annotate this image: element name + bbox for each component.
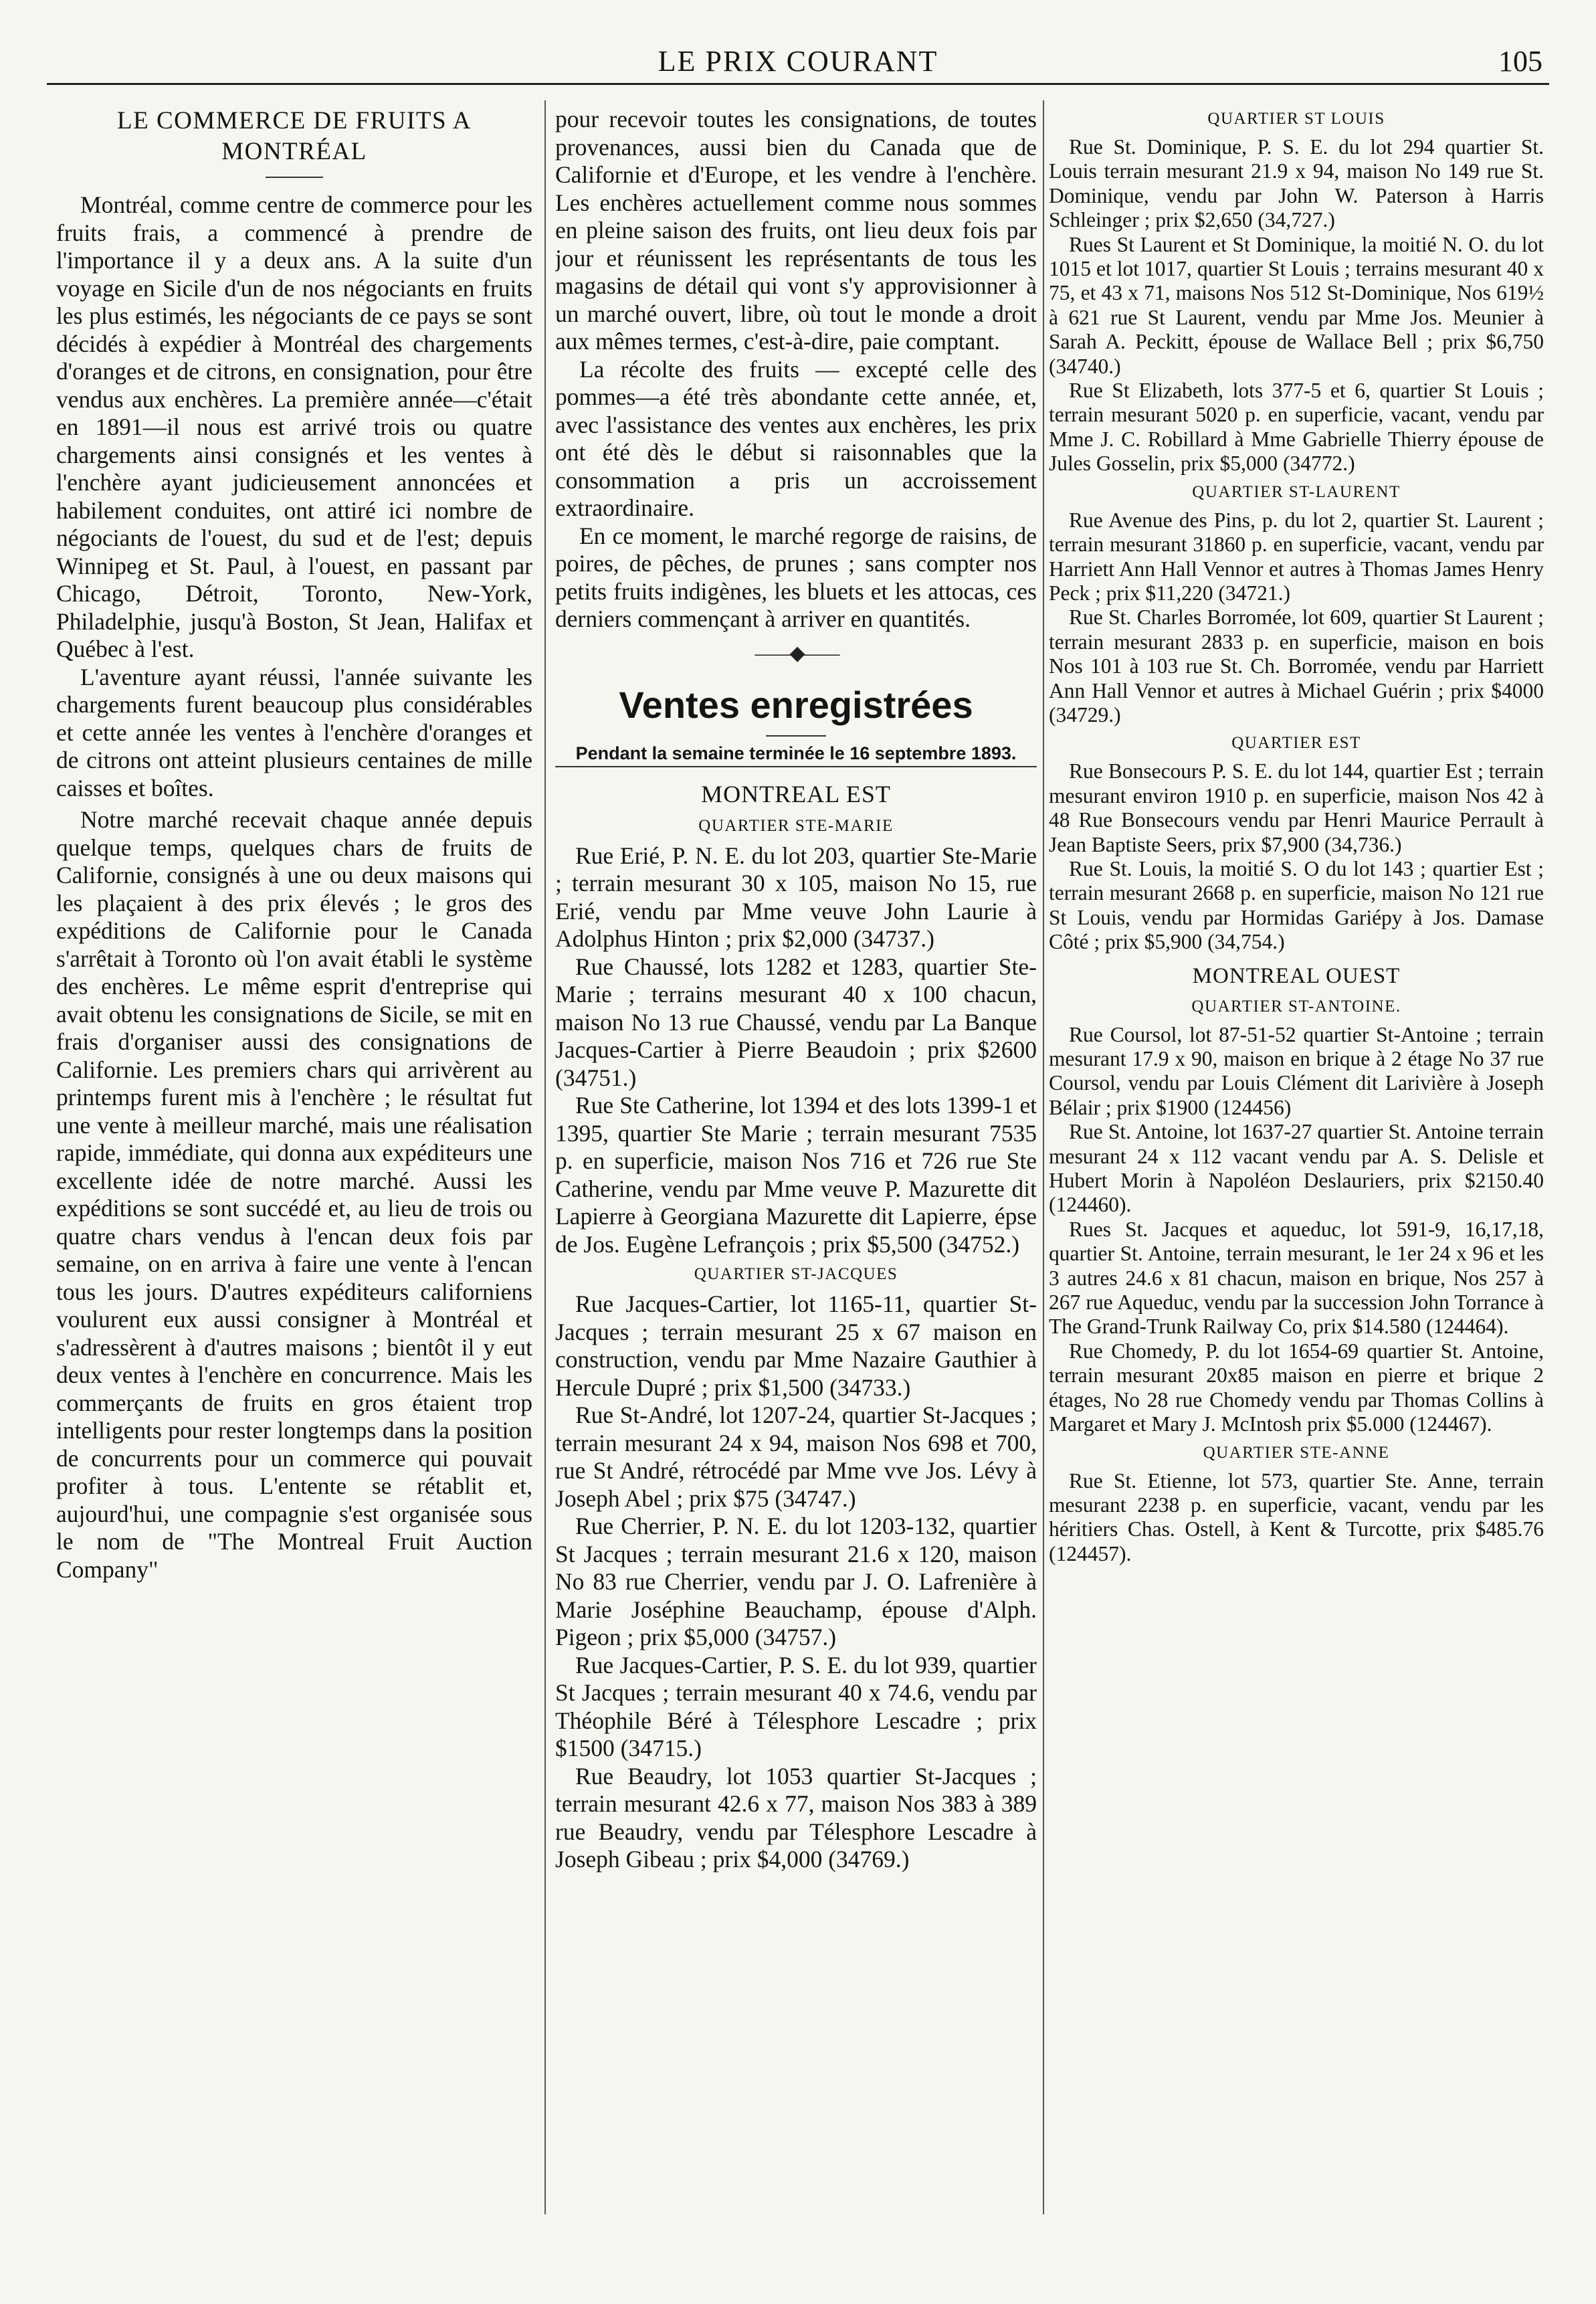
quartier-heading: QUARTIER EST [1231, 734, 1361, 753]
quartier-heading: QUARTIER ST-ANTOINE. [1191, 997, 1401, 1016]
quartier-heading: QUARTIER STE-MARIE [698, 816, 894, 835]
column-3 [1049, 106, 1544, 2213]
sale-entry: Rue Avenue des Pins, p. du lot 2, quartier St. Laurent ; terrain mesurant 31860 p. en superficie, vacant, vendu par Harriett Ann Hall Vennor et autres à Thomas James Henry Peck ; prix $11,220 (34721.) [1049, 508, 1544, 605]
ventes-subtitle: Pendant la semaine terminée le 16 septembre 1893. [555, 743, 1037, 767]
article-title: LE COMMERCE DE FRUITS A MONTRÉAL [117, 107, 472, 165]
sale-entry: Rue Chomedy, P. du lot 1654-69 quartier St. Antoine, terrain mesurant 20x85 maison en pierre et brique 2 étages, No 28 rue Chomedy vendu par Thomas Collins à Margaret et Mary J. McIntosh prix $5.000 (124467). [1049, 1339, 1544, 1436]
ornament-divider: ——◆—— [755, 642, 837, 664]
quartier-heading: QUARTIER ST LOUIS [1207, 110, 1385, 128]
sale-entry: Rue Erié, P. N. E. du lot 203, quartier Ste-Marie ; terrain mesurant 30 x 105, maison No 15, rue Erié, vendu par Mme veuve John Laurie à Adolphus Hinton ; prix $2,000 (34737.) [555, 842, 1037, 952]
article-paragraph: Notre marché recevait chaque année depuis quelque temps, quelques chars de fruits de Californie, consignés à une ou deux maisons qui les plaçaient à des prix élevés ; le gros des expéditions de Californie pour le Canada s'arrêtait à Toronto où l'on avait établi le système des enchères. Le même esprit d'entreprise qui avait obtenu les consignations de Sicile, se mit en frais d'organiser aussi des consignations de Californie. Les premiers chars qui arrivèrent au printemps furent mis à l'enchère ; le résultat fut une vente à meilleur marché, mais une réalisation rapide, immédiate, qui donna aux expéditeurs une excellente idée de notre marché. Aussi les expéditions se sont succédé et, au lieu de trois ou quatre chars vendus à l'encan deux fois par semaine, on en arriva à faire une vente à l'encan tous les jours. D'autres expéditeurs californiens voulurent eux aussi consigner à Montréal et s'adressèrent à d'autres maisons ; bientôt il y eut deux ventes à l'enchère en concurrence. Mais les commerçants de fruits en gros étaient trop intelligents pour rester longtemps dans la position de concurrents pour un commerce qui pouvait profiter à tous. L'entente se rétablit et, aujourd'hui, une compagnie s'est organisée sous le nom de "The Montreal Fruit Auction Company" [56, 806, 532, 1583]
sale-entry: Rue Jacques-Cartier, P. S. E. du lot 939, quartier St Jacques ; terrain mesurant 40 x 74.6, vendu par Théophile Béré à Télesphore Lescadre ; prix $1500 (34715.) [555, 1651, 1037, 1761]
sale-entry: Rue Cherrier, P. N. E. du lot 1203-132, quartier St Jacques ; terrain mesurant 21.6 x 120, maison No 83 rue Cherrier, vendu par J. O. Lafrenière à Marie Joséphine Beauchamp, épouse d'Alph. Pigeon ; prix $5,000 (34757.) [555, 1513, 1037, 1650]
sale-entry: Rue Chaussé, lots 1282 et 1283, quartier Ste-Marie ; terrains mesurant 40 x 100 chacun, maison No 13 rue Chaussé, vendu par La Banque Jacques-Cartier à Pierre Beaudoin ; prix $2600 (34751.) [555, 953, 1037, 1091]
sale-entry: Rue St Elizabeth, lots 377-5 et 6, quartier St Louis ; terrain mesurant 5020 p. en superficie, vacant, vendu par Mme J. C. Robillard à Mme Gabrielle Thierry épouse de Jules Gosselin, prix $5,000 (34772.) [1049, 379, 1544, 476]
sale-entry: Rue Jacques-Cartier, lot 1165-11, quartier St-Jacques ; terrain mesurant 25 x 67 maison en construction, vendu par Mme Nazaire Gauthier à Hercule Dupré ; prix $1,500 (34733.) [555, 1290, 1037, 1401]
quartier-heading: QUARTIER STE-ANNE [1203, 1443, 1390, 1462]
sale-entry: Rues St Laurent et St Dominique, la moitié N. O. du lot 1015 et lot 1017, quartier St Louis ; terrains mesurant 40 x 75, et 43 x 71, maisons Nos 512 St-Dominique, Nos 619½ à 621 rue St Laurent, vendu par Mme Jos. Meunier à Sarah A. Peckitt, épouse de Wallace Bell ; prix $6,750 (34740.) [1049, 232, 1544, 378]
article-paragraph: pour recevoir toutes les consignations, de toutes provenances, aussi bien du Canada que de Californie et d'Europe, et les vendre à l'enchère. Les enchères actuellement comme nous sommes en pleine saison des fruits, ont lieu deux fois par jour et réunissent les représentants de tous les magasins de détail qui vont s'y approvisionner à un marché ouvert, libre, où tout le monde a droit aux mêmes termes, c'est-à-dire, paie comptant. [555, 106, 1037, 355]
heading-divider [766, 735, 826, 737]
sale-entry: Rue St. Antoine, lot 1637-27 quartier St. Antoine terrain mesurant 24 x 112 vacant vendu par A. S. Delisle et Hubert Morin à Napoléon Deslauriers, prix $2150.40 (124460). [1049, 1120, 1544, 1217]
ventes-heading: Ventes enregistrées [619, 683, 973, 726]
sale-entry: Rues St. Jacques et aqueduc, lot 591-9, 16,17,18, quartier St. Antoine, terrain mesurant, le 1er 24 x 96 et les 3 autres 24.6 x 81 chacun, maison en brique, Nos 257 à 267 rue Aqueduc, vendu par la succession John Torrance à The Grand-Trunk Railway Co, prix $14.580 (124464). [1049, 1217, 1544, 1339]
column-1 [56, 106, 532, 2213]
sale-entry: Rue St-André, lot 1207-24, quartier St-Jacques ; terrain mesurant 24 x 94, maison Nos 698 et 700, rue St André, rétrocédé par Mme vve Jos. Lévy à Joseph Abel ; prix $75 (34747.) [555, 1402, 1037, 1512]
sale-entry: Rue St. Louis, la moitié S. O du lot 143 ; quartier Est ; terrain mesurant 2668 p. en superficie, maison No 121 rue St Louis, vendu par Hormidas Gariépy à Jos. Damase Côté ; prix $5,900 (34,754.) [1049, 856, 1544, 954]
page-number: 105 [1498, 45, 1542, 78]
sale-entry: Rue St. Dominique, P. S. E. du lot 294 quartier St. Louis terrain mesurant 21.9 x 94, maison No 149 rue St. Dominique, vendu par John W. Paterson à Harris Schleinger ; prix $2,650 (34,727.) [1049, 135, 1544, 232]
sale-entry: Rue St. Etienne, lot 573, quartier Ste. Anne, terrain mesurant 2238 p. en superficie, vacant, vendu par les héritiers Chas. Ostell, à Kent & Turcotte, prix $485.76 (124457). [1049, 1468, 1544, 1565]
district-heading: MONTREAL EST [701, 780, 891, 807]
sale-entry: Rue Beaudry, lot 1053 quartier St-Jacques ; terrain mesurant 42.6 x 77, maison Nos 383 à 389 rue Beaudry, vendu par Télesphore Lescadre à Joseph Gibeau ; prix $4,000 (34769.) [555, 1762, 1037, 1873]
sale-entry: Rue Ste Catherine, lot 1394 et des lots 1399-1 et 1395, quartier Ste Marie ; terrain mesurant 7535 p. en superficie, maison Nos 716 et 726 rue Ste Catherine, vendu par Mme veuve P. Mazurette dit Lapierre à Georgiana Mazurette dit Lapierre, épse de Jos. Eugène Lefrançois ; prix $5,500 (34752.) [555, 1092, 1037, 1258]
column-rule [1043, 100, 1044, 2214]
district-heading: MONTREAL OUEST [1192, 963, 1401, 988]
page-header [47, 39, 1549, 85]
sale-entry: Rue Bonsecours P. S. E. du lot 144, quartier Est ; terrain mesurant environ 1910 p. en superficie, maison Nos 42 à 48 Rue Bonsecours vendu par Henri Maurice Perrault à Jean Baptiste Seers, prix $7,900 (34,736.) [1049, 759, 1544, 856]
article-paragraph: La récolte des fruits — excepté celle des pommes—a été très abondante cette année, et, avec l'assistance des ventes aux enchères, les prix ont été dès le début si raisonnables que la consommation a pris un accroissement extraordinaire. [555, 355, 1037, 521]
sale-entry: Rue Coursol, lot 87-51-52 quartier St-Antoine ; terrain mesurant 17.9 x 90, maison en brique à 2 étage No 37 rue Coursol, vendu par Louis Clément dit Larivière à Joseph Bélair ; prix $1900 (124456) [1049, 1022, 1544, 1119]
quartier-heading: QUARTIER ST-LAURENT [1192, 482, 1401, 501]
column-2 [555, 106, 1037, 2213]
article-paragraph: En ce moment, le marché regorge de raisins, de poires, de pêches, de prunes ; sans compter nos petits fruits indigènes, les bluets et les attocas, ces derniers commençant à arriver en quantités. [555, 522, 1037, 632]
publication-title: LE PRIX COURANT [658, 45, 938, 78]
sale-entry: Rue St. Charles Borromée, lot 609, quartier St Laurent ; terrain mesurant 2833 p. en superficie, maison en bois Nos 101 à 103 rue St. Ch. Borromée, vendu par Harriett Ann Hall Vennor et autres à Michael Guérin ; prix $4000 (34729.) [1049, 605, 1544, 727]
article-paragraph: L'aventure ayant réussi, l'année suivante les chargements furent beaucoup plus considérables et cette année les ventes à l'enchère d'oranges et de citrons ont atteint plusieurs centaines de mille caisses et boîtes. [56, 663, 532, 801]
title-divider [266, 177, 323, 178]
column-rule [544, 100, 546, 2214]
article-paragraph: Montréal, comme centre de commerce pour les fruits frais, a commencé à prendre de l'importance il y a deux ans. A la suite d'un voyage en Sicile d'un de nos négociants en fruits les plus estimés, les négociants de ce pays se sont décidés à expédier à Montréal des chargements d'oranges et de citrons, en consignation, pour être vendus aux enchères. La première année—c'était en 1891—il nous est arrivé trois ou quatre chargements ainsi consignés et les ventes à l'enchère ayant judicieusement annoncées et habilement conduites, ont attiré ici nombre de négociants de l'ouest, du sud et de l'est; depuis Winnipeg et St. Paul, à l'ouest, en passant par Chicago, Détroit, Toronto, New-York, Philadelphie, jusqu'à Boston, St Jean, Halifax et Québec à l'est. [56, 191, 532, 662]
quartier-heading: QUARTIER ST-JACQUES [694, 1265, 898, 1283]
